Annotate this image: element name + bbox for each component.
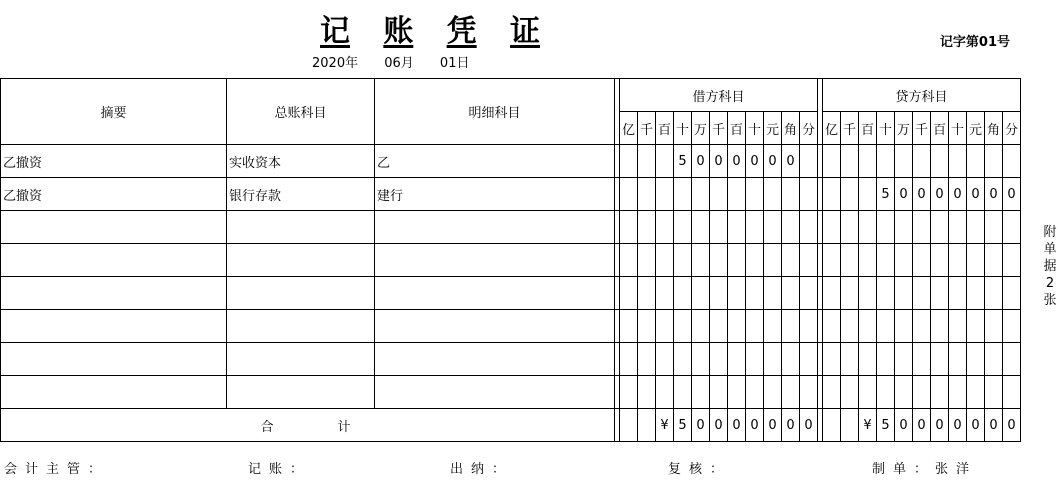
debit-digit: [800, 343, 818, 376]
credit-digit: [859, 244, 877, 277]
debit-digit: [620, 145, 638, 178]
credit-digit: [877, 244, 895, 277]
detail-account-cell: [375, 244, 615, 277]
debit-digit: [782, 343, 800, 376]
credit-digit: [841, 277, 859, 310]
credit-digit: [859, 211, 877, 244]
debit-digit: [674, 211, 692, 244]
credit-digit: [931, 145, 949, 178]
debit-digit: [782, 376, 800, 409]
total-debit-digit: 5: [674, 409, 692, 442]
debit-digit: 0: [710, 145, 728, 178]
debit-digit: 0: [692, 145, 710, 178]
credit-digit: [985, 145, 1003, 178]
credit-digit: [895, 277, 913, 310]
credit-digit: [877, 376, 895, 409]
detail-account-cell: 乙: [375, 145, 615, 178]
credit-digit: [949, 277, 967, 310]
credit-digit: [859, 277, 877, 310]
credit-digit: [1003, 244, 1021, 277]
footer-bookkeeper: 记账：: [248, 462, 312, 477]
debit-digit: [746, 178, 764, 211]
credit-digit: [985, 310, 1003, 343]
debit-digit: [728, 178, 746, 211]
credit-digit: [1003, 343, 1021, 376]
debit-digit: 0: [728, 145, 746, 178]
total-debit-digit: 0: [800, 409, 818, 442]
debit-digit: [674, 310, 692, 343]
debit-digit: [800, 376, 818, 409]
table-row: [1, 211, 1021, 244]
signature-footer: [0, 458, 1058, 480]
credit-digit: [985, 376, 1003, 409]
attachment-char: 据: [1043, 259, 1057, 274]
debit-digit: [746, 211, 764, 244]
credit-digit: [931, 310, 949, 343]
debit-digit: [710, 343, 728, 376]
debit-digit: [800, 211, 818, 244]
date-day: 01日: [439, 56, 470, 71]
debit-digit: [764, 343, 782, 376]
credit-digit: 0: [949, 178, 967, 211]
title-char: 证: [509, 14, 540, 49]
credit-digit: [859, 178, 877, 211]
credit-digit: [877, 277, 895, 310]
debit-digit: [764, 178, 782, 211]
date-year: 2020年: [312, 56, 359, 71]
total-debit-digit: 0: [710, 409, 728, 442]
footer-cashier: 出纳：: [450, 462, 514, 477]
credit-digit: [859, 310, 877, 343]
debit-digit: [782, 178, 800, 211]
credit-digit: [967, 343, 985, 376]
debit-digit: [710, 211, 728, 244]
debit-digit: [728, 244, 746, 277]
credit-digit: [913, 310, 931, 343]
debit-digit: [710, 178, 728, 211]
debit-digit: [638, 145, 656, 178]
credit-digit: [913, 343, 931, 376]
table-row: [1, 376, 1021, 409]
credit-digit: [949, 211, 967, 244]
credit-digit: [877, 310, 895, 343]
debit-digit: [710, 244, 728, 277]
credit-digit: [931, 343, 949, 376]
voucher-number: 记字第01号: [939, 35, 1010, 50]
debit-digit: [746, 376, 764, 409]
credit-digit: [823, 310, 841, 343]
debit-unit-9: 角: [782, 112, 800, 145]
debit-digit: [674, 343, 692, 376]
debit-digit: [692, 277, 710, 310]
voucher-table: [0, 78, 1021, 442]
footer-reviewer: 复核：: [668, 462, 732, 477]
credit-unit-9: 角: [985, 112, 1003, 145]
credit-digit: [895, 376, 913, 409]
general-account-cell: [227, 244, 375, 277]
debit-digit: 5: [674, 145, 692, 178]
header-debit: 借方科目: [620, 79, 818, 112]
debit-unit-6: 百: [728, 112, 746, 145]
credit-digit: [967, 211, 985, 244]
summary-cell: [1, 310, 227, 343]
total-credit-digit: 5: [877, 409, 895, 442]
debit-digit: [746, 244, 764, 277]
credit-digit: [1003, 310, 1021, 343]
credit-digit: 5: [877, 178, 895, 211]
credit-digit: [1003, 145, 1021, 178]
footer-supervisor: 会计主管：: [4, 462, 110, 477]
credit-digit: [967, 145, 985, 178]
credit-digit: [913, 211, 931, 244]
credit-digit: [949, 244, 967, 277]
general-account-cell: [227, 310, 375, 343]
debit-digit: [674, 244, 692, 277]
credit-digit: [949, 310, 967, 343]
credit-digit: [931, 277, 949, 310]
debit-unit-10: 分: [800, 112, 818, 145]
footer-maker: 制单：张洋: [872, 462, 978, 477]
summary-cell: 乙撤资: [1, 178, 227, 211]
debit-digit: [656, 277, 674, 310]
debit-digit: [692, 343, 710, 376]
debit-digit: [764, 211, 782, 244]
credit-digit: [823, 244, 841, 277]
debit-digit: [638, 244, 656, 277]
debit-digit: [674, 178, 692, 211]
debit-digit: [656, 145, 674, 178]
debit-digit: [728, 310, 746, 343]
total-debit-digit: [638, 409, 656, 442]
debit-unit-2: 百: [656, 112, 674, 145]
debit-digit: [800, 178, 818, 211]
voucher-title: [320, 6, 540, 49]
summary-cell: [1, 343, 227, 376]
debit-digit: [656, 343, 674, 376]
detail-account-cell: [375, 343, 615, 376]
debit-digit: [656, 244, 674, 277]
debit-digit: [656, 310, 674, 343]
credit-digit: [841, 244, 859, 277]
debit-unit-0: 亿: [620, 112, 638, 145]
credit-digit: [913, 376, 931, 409]
debit-digit: [728, 277, 746, 310]
attachment-count: 2: [1045, 276, 1055, 291]
credit-digit: [823, 178, 841, 211]
credit-digit: [967, 376, 985, 409]
credit-digit: [967, 277, 985, 310]
credit-unit-2: 百: [859, 112, 877, 145]
general-account-cell: [227, 211, 375, 244]
debit-digit: [620, 211, 638, 244]
credit-digit: 0: [913, 178, 931, 211]
debit-digit: [638, 211, 656, 244]
summary-cell: [1, 277, 227, 310]
debit-digit: 0: [764, 145, 782, 178]
total-debit-digit: 0: [728, 409, 746, 442]
attachment-char: 张: [1043, 293, 1057, 308]
header-credit: 贷方科目: [823, 79, 1021, 112]
total-credit-digit: [841, 409, 859, 442]
summary-cell: [1, 211, 227, 244]
total-credit-digit: 0: [931, 409, 949, 442]
credit-digit: [859, 343, 877, 376]
debit-digit: [764, 310, 782, 343]
header-general-account: 总账科目: [227, 79, 375, 145]
general-account-cell: [227, 343, 375, 376]
credit-digit: [985, 343, 1003, 376]
debit-digit: [728, 376, 746, 409]
total-label-char: 计: [337, 419, 355, 435]
total-debit-digit: ¥: [656, 409, 674, 442]
credit-digit: [985, 277, 1003, 310]
detail-account-cell: [375, 277, 615, 310]
debit-digit: [656, 376, 674, 409]
total-debit-digit: 0: [692, 409, 710, 442]
debit-digit: [656, 211, 674, 244]
credit-unit-0: 亿: [823, 112, 841, 145]
debit-digit: [638, 376, 656, 409]
credit-digit: [823, 343, 841, 376]
total-label: [1, 409, 615, 442]
debit-unit-5: 千: [710, 112, 728, 145]
debit-digit: [782, 310, 800, 343]
detail-account-cell: [375, 376, 615, 409]
credit-digit: [841, 211, 859, 244]
debit-unit-1: 千: [638, 112, 656, 145]
debit-digit: [728, 211, 746, 244]
debit-unit-7: 十: [746, 112, 764, 145]
debit-digit: [692, 310, 710, 343]
header-detail-account: 明细科目: [375, 79, 615, 145]
debit-digit: [782, 244, 800, 277]
credit-digit: [1003, 277, 1021, 310]
debit-digit: [800, 244, 818, 277]
credit-digit: [931, 376, 949, 409]
total-row: [1, 409, 1021, 442]
credit-digit: [967, 244, 985, 277]
debit-digit: [764, 376, 782, 409]
debit-digit: [746, 277, 764, 310]
credit-digit: [931, 211, 949, 244]
credit-digit: [931, 244, 949, 277]
total-credit-digit: 0: [967, 409, 985, 442]
debit-digit: [746, 310, 764, 343]
credit-digit: [895, 343, 913, 376]
total-debit-digit: 0: [746, 409, 764, 442]
credit-digit: 0: [931, 178, 949, 211]
attachment-char: 附: [1043, 225, 1057, 240]
debit-digit: [800, 145, 818, 178]
general-account-cell: [227, 376, 375, 409]
credit-unit-6: 百: [931, 112, 949, 145]
total-credit-digit: 0: [895, 409, 913, 442]
debit-digit: [656, 178, 674, 211]
general-account-cell: 银行存款: [227, 178, 375, 211]
credit-digit: [1003, 211, 1021, 244]
credit-digit: [913, 244, 931, 277]
debit-digit: [710, 310, 728, 343]
credit-digit: [985, 211, 1003, 244]
credit-unit-3: 十: [877, 112, 895, 145]
credit-digit: [841, 376, 859, 409]
credit-digit: [823, 277, 841, 310]
credit-digit: [913, 145, 931, 178]
debit-digit: [674, 277, 692, 310]
total-credit-digit: 0: [913, 409, 931, 442]
total-credit-digit: 0: [949, 409, 967, 442]
table-row: [1, 277, 1021, 310]
total-debit-digit: 0: [782, 409, 800, 442]
table-row: [1, 310, 1021, 343]
table-row: [1, 145, 1021, 178]
credit-digit: [949, 343, 967, 376]
debit-digit: [800, 310, 818, 343]
detail-account-cell: [375, 310, 615, 343]
voucher-date: [312, 52, 491, 71]
debit-digit: [692, 376, 710, 409]
date-month: 06月: [384, 56, 414, 71]
total-debit-digit: [620, 409, 638, 442]
debit-digit: [746, 343, 764, 376]
debit-digit: [620, 343, 638, 376]
credit-unit-10: 分: [1003, 112, 1021, 145]
credit-digit: [859, 145, 877, 178]
credit-digit: [841, 310, 859, 343]
credit-digit: [859, 376, 877, 409]
attachment-note: [1043, 224, 1057, 309]
total-credit-digit: [823, 409, 841, 442]
credit-digit: [877, 145, 895, 178]
credit-digit: [1003, 376, 1021, 409]
credit-digit: [841, 145, 859, 178]
debit-digit: [620, 277, 638, 310]
title-char: 记: [320, 14, 350, 49]
debit-digit: [764, 244, 782, 277]
credit-unit-1: 千: [841, 112, 859, 145]
debit-digit: [782, 211, 800, 244]
debit-digit: [638, 277, 656, 310]
credit-unit-8: 元: [967, 112, 985, 145]
summary-cell: 乙撤资: [1, 145, 227, 178]
total-debit-digit: 0: [764, 409, 782, 442]
debit-digit: [638, 178, 656, 211]
credit-digit: [895, 145, 913, 178]
credit-unit-7: 十: [949, 112, 967, 145]
total-label-char: 合: [260, 419, 278, 435]
table-row: [1, 178, 1021, 211]
debit-digit: [638, 343, 656, 376]
debit-digit: [674, 376, 692, 409]
header-summary: 摘要: [1, 79, 227, 145]
credit-digit: [895, 310, 913, 343]
credit-digit: [985, 244, 1003, 277]
credit-digit: 0: [985, 178, 1003, 211]
debit-digit: [692, 244, 710, 277]
total-credit-digit: 0: [1003, 409, 1021, 442]
debit-unit-3: 十: [674, 112, 692, 145]
credit-digit: [823, 145, 841, 178]
debit-digit: [620, 310, 638, 343]
debit-digit: [620, 244, 638, 277]
credit-digit: [949, 376, 967, 409]
debit-digit: [692, 178, 710, 211]
debit-digit: [692, 211, 710, 244]
attachment-char: 单: [1043, 242, 1057, 257]
general-account-cell: [227, 277, 375, 310]
credit-digit: [949, 145, 967, 178]
debit-digit: [782, 277, 800, 310]
debit-digit: [764, 277, 782, 310]
total-credit-digit: 0: [985, 409, 1003, 442]
debit-digit: [638, 310, 656, 343]
general-account-cell: 实收资本: [227, 145, 375, 178]
credit-digit: 0: [1003, 178, 1021, 211]
debit-digit: [620, 178, 638, 211]
table-row: [1, 244, 1021, 277]
summary-cell: [1, 376, 227, 409]
credit-digit: [841, 343, 859, 376]
table-row: [1, 343, 1021, 376]
credit-digit: [895, 211, 913, 244]
credit-digit: [913, 277, 931, 310]
credit-unit-4: 万: [895, 112, 913, 145]
summary-cell: [1, 244, 227, 277]
debit-digit: [710, 376, 728, 409]
credit-digit: [895, 244, 913, 277]
credit-digit: 0: [967, 178, 985, 211]
debit-digit: [710, 277, 728, 310]
credit-digit: [823, 376, 841, 409]
title-char: 凭: [446, 14, 477, 49]
debit-unit-8: 元: [764, 112, 782, 145]
credit-digit: [877, 343, 895, 376]
debit-digit: [728, 343, 746, 376]
credit-digit: [823, 211, 841, 244]
debit-digit: [800, 277, 818, 310]
debit-unit-4: 万: [692, 112, 710, 145]
credit-digit: 0: [895, 178, 913, 211]
debit-digit: 0: [746, 145, 764, 178]
debit-digit: 0: [782, 145, 800, 178]
debit-digit: [620, 376, 638, 409]
title-char: 账: [383, 14, 414, 49]
total-credit-digit: ¥: [859, 409, 877, 442]
credit-digit: [841, 178, 859, 211]
credit-unit-5: 千: [913, 112, 931, 145]
credit-digit: [967, 310, 985, 343]
credit-digit: [877, 211, 895, 244]
detail-account-cell: 建行: [375, 178, 615, 211]
detail-account-cell: [375, 211, 615, 244]
